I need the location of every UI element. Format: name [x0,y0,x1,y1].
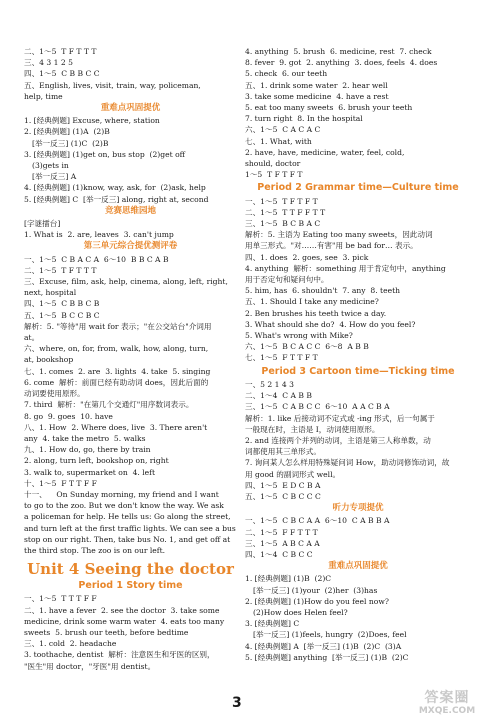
right-line: 七、1. What, with [245,136,312,146]
left-line: 九、1. How do, go, there by train [24,445,151,455]
right-line: 4. anything 解析：something 用于肯定句中，anything [245,263,446,273]
left-line: 2. along, turn left, bookshop on, right [24,456,169,466]
left-line: 8. go 9. goes 10. have [24,411,113,421]
right-line: 5. eat too many sweets 6. brush your teeth [245,103,413,113]
right-line: 四、1～5 E D C B A [245,480,321,490]
right-line: 3. What should she do? 4. How do you feel? [245,319,416,329]
right-line-indented: (2)How does Helen feel? [253,607,348,617]
left-line: 一、1～5 T T T F F [24,594,97,604]
left-line: 七、1. comes 2. are 3. lights 4. take 5. singing [24,366,211,376]
watermark-logo [404,690,490,720]
left-line-indented: [举一反三] (1)C (2)B [32,138,109,148]
left-line: 五、1～5 B C C B C [24,310,100,320]
left-line: 三、1. cold 2. headache [24,639,117,649]
right-column [245,46,471,663]
right-line: 三、1～5 B C B A C [245,219,321,229]
right-line-indented: [举一反三] (1)your (2)her (3)has [253,585,378,595]
left-line: 4. [经典例题] (1)know, way, ask, for (2)ask, help [24,183,206,193]
left-line: 三、4 3 1 2 5 [24,58,73,68]
right-line: should, doctor [245,159,301,169]
left-line: 三、Excuse, film, ask, help, cinema, along, left, right, [24,277,228,287]
left-unit-title: Unit 4 Seeing the doctor [27,560,234,579]
right-period-heading: Period 2 Grammar time—Culture time [257,182,459,194]
left-period-heading: Period 1 Story time [78,580,183,592]
left-line: 四、1～5 C B B C C [24,69,100,79]
right-line: 一、1～5 C B C A A 6～10 C A B B A [245,516,390,526]
left-section-heading: 重难点巩固提优 [100,103,161,114]
right-line: 四、1. does 2. goes, see 3. pick [245,252,369,262]
left-line: and turn left at the first traffic lights. We can see a bus [24,523,236,533]
left-column [24,46,237,672]
left-line: 3. walk to, supermarket on 4. left [24,467,156,477]
right-line: 7. 询问某人怎么样用特殊疑问词 How，助动词修饰动词，故 [245,458,450,468]
left-line: 3. toothache, dentist 解析：注意医生和牙医的区别， [24,650,215,660]
left-line: any 4. take the metro 5. walks [24,433,146,443]
right-line: 1～5 T F T F T [245,170,303,180]
left-line: 一、1～5 C B A C A 6～10 B B C A B [24,254,169,264]
left-line: sweets 5. brush our teeth, before bedtime [24,627,189,637]
right-line: 2. [经典例题] (1)How do you feel now? [245,596,389,606]
left-line: 十一、 On Sunday morning, my friend and I want [24,489,219,499]
watermark-text: 答案圈 [424,690,470,706]
right-line: 五、1～5 C B C C C [245,491,321,501]
left-section-heading: 竞赛思维园地 [104,205,156,216]
right-line: 六、1～5 B C A C C 6～8 A B B [245,342,369,352]
left-line: to go to the zoo. But we don't know the way. We ask [24,501,224,511]
left-line: 解析：5. "等待"用 wait for 表示；"在公交站台"介词用 [24,321,212,331]
left-line: 3. [经典例题] (1)get on, bus stop (2)get off [24,149,186,159]
left-line: 1. What is 2. are, leaves 3. can't jump [24,230,174,240]
right-line: 8. fever 9. got 2. anything 3. does, feels 4. does [245,58,438,68]
right-line: 六、1～5 C A C A C [245,125,321,135]
left-line: 六、where, on, for, from, walk, how, along, turn, [24,344,209,354]
left-line: help, time [24,91,63,101]
left-line: 6. come 解析：前面已经有助动词 does，因此后面的 [24,377,209,387]
right-period-heading: Period 3 Cartoon time—Ticking time [261,365,455,377]
right-line: 2. have, have, medicine, water, feel, cold, [245,147,405,157]
right-line-indented: [举一反三] (1)feels, hungry (2)Does, feel [253,630,407,640]
right-line: 词都使用其三单形式。 [245,447,321,457]
left-line: 7. third 解析："在第几个交通灯"用序数词表示。 [24,400,194,410]
left-line: 二、1～5 T F T T T [24,47,97,56]
left-line: "医生"用 doctor，"牙医"用 dentist。 [24,661,156,671]
left-line-indented: [举一反三] A [32,172,77,182]
right-line: 七、1～5 F T T F T [245,353,318,363]
left-line: 二、1. have a fever 2. see the doctor 3. take some [24,605,220,615]
left-line-indented: (3)gets in [32,161,69,171]
right-line: 一般现在时，主语是 I，动词使用原形。 [245,424,380,434]
left-line: at, bookshop [24,355,74,365]
left-line: 动词要使用原形。 [24,389,85,399]
left-line: [字谜擂台] [24,219,61,229]
right-line: 5. check 6. our teeth [245,69,328,79]
left-line: 五、English, lives, visit, train, way, policeman, [24,80,201,90]
left-line: at。 [24,333,40,343]
right-line: 一、5 2 1 4 3 [245,379,294,389]
left-line: 八、1. How 2. Where does, live 3. There aren't [24,422,208,432]
right-section-heading: 重难点巩固提优 [328,561,388,572]
left-line: next, hospital [24,288,77,298]
right-line: 5. [经典例题] anything [举一反三] (1)B (2)C [245,652,409,662]
right-line: 解析：5. 主语为 Eating too many sweets，因此动词 [245,230,433,240]
left-line: 2. [经典例题] (1)A (2)B [24,127,110,137]
right-line: 用于否定句和疑问句中。 [245,275,329,285]
right-line: 二、1～5 T T F F T T [245,207,326,217]
right-line: 五、1. drink some water 2. hear well [245,80,388,90]
right-line: 一、1～5 T F T F T [245,196,318,206]
right-line: 1. [经典例题] (1)B (2)C [245,574,332,584]
right-line: 3. take some medicine 4. have a rest [245,91,389,101]
right-line: 2. and 连接两个并列的动词，主语是第三人称单数，动 [245,435,431,445]
left-line: 1. [经典例题] Excuse, where, station [24,116,160,126]
right-line: 三、1～5 C A B C C 6～10 A A C B A [245,402,390,412]
right-line: 三、1～5 A B C A A [245,538,320,548]
right-line: 解析：1. like 后接动词不定式或 -ing 形式，后一句属于 [245,413,435,423]
left-line: a policeman for help. He tells us: Go along the street, [24,512,231,522]
watermark-url: MXQE.COM [418,706,476,716]
page-number: 3 [232,695,242,711]
left-line: 5. [经典例题] C [举一反三] along, right at, second [24,194,209,204]
right-line: 7. turn right 8. In the hospital [245,114,363,124]
left-line: 四、1～5 C B B C B [24,299,100,309]
left-section-heading: 第三单元综合提优测评卷 [83,241,178,252]
left-line: the third stop. The zoo is on our left. [24,545,166,555]
right-line: 四、1～4 C B C C [245,549,313,559]
right-line: 5. him, has 6. shouldn't 7. any 8. teeth [245,286,401,296]
right-line: 二、1～4 C A B B [245,391,312,401]
left-line: stop on our right. Then, take bus No. 1, and get off at [24,534,231,544]
right-line: 5. What's wrong with Mike? [245,331,353,341]
right-line: 4. [经典例题] A [举一反三] (1)B (2)C (3)A [245,641,402,651]
right-line: 二、1～5 F F T T T [245,527,318,537]
left-line: 十、1～5 F T T F F [24,478,97,488]
right-line: 4. anything 5. brush 6. medicine, rest 7. check [245,47,432,56]
right-section-heading: 听力专项提优 [332,503,384,514]
right-line: 用单三形式。"对……有害"用 be bad for… 表示。 [245,241,418,251]
right-line: 2. Ben brushes his teeth twice a day. [245,308,387,318]
right-line: 3. [经典例题] C [245,619,300,629]
left-line: medicine, drink some warm water 4. eats too many [24,616,225,626]
right-line: 用 good 的副词形式 well。 [245,469,341,479]
right-line: 五、1. Should I take any medicine? [245,297,379,307]
left-line: 二、1～5 T F T T T [24,265,97,275]
